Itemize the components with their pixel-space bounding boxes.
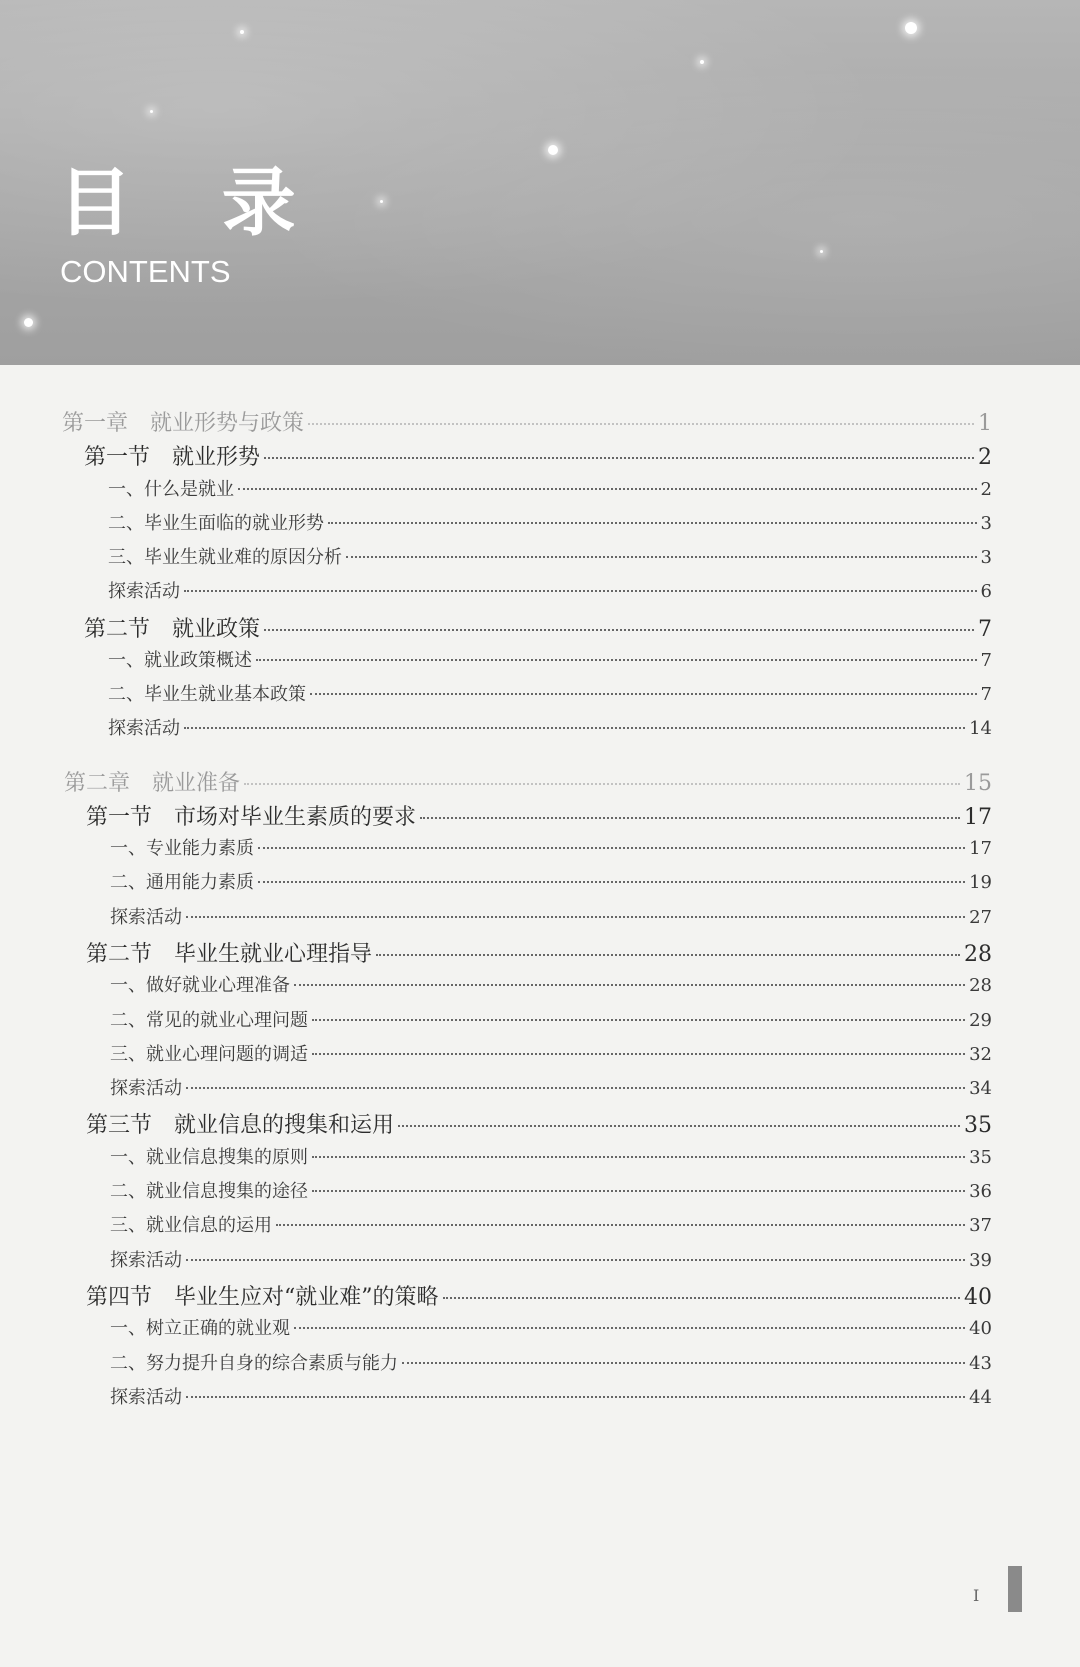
dot-leader [346, 556, 977, 558]
toc-entry-label: 探索活动 [110, 1078, 182, 1099]
toc-entry-page: 36 [969, 1181, 992, 1202]
toc-entry-page: 15 [964, 771, 992, 796]
toc-entry-title [110, 971, 290, 997]
toc-entry-title [108, 714, 180, 740]
dot-leader [312, 1190, 965, 1192]
dot-leader [376, 954, 960, 956]
toc-section[interactable] [86, 800, 992, 831]
toc-entry-title [110, 1211, 272, 1237]
toc-entry-title [110, 1040, 308, 1066]
toc-entry-label: 二、通用能力素质 [110, 872, 254, 893]
dot-leader [264, 457, 974, 459]
star-decoration [150, 110, 153, 113]
toc-item[interactable] [108, 543, 992, 569]
toc-entry-label: 二、努力提升自身的综合素质与能力 [110, 1353, 398, 1374]
toc-entry-title [62, 406, 304, 437]
toc-entry-label: 就业政策 [172, 617, 261, 642]
toc-entry-label: 一、什么是就业 [108, 479, 234, 500]
toc-entry-page: 35 [964, 1113, 992, 1138]
toc-entry-title [110, 1006, 308, 1032]
toc-entry-page: 27 [969, 907, 992, 928]
toc-entry-title [108, 543, 342, 569]
toc-entry-page: 19 [969, 872, 992, 893]
toc-entry-label: 毕业生就业心理指导 [174, 942, 373, 967]
toc-entry-title [64, 766, 240, 797]
toc-entry-number: 第一节 [84, 445, 151, 470]
dot-leader [308, 423, 974, 425]
toc-item[interactable] [108, 475, 992, 501]
toc-section[interactable] [86, 937, 992, 968]
toc-entry-page: 7 [980, 650, 992, 671]
toc-chapter[interactable] [64, 766, 992, 797]
toc-section[interactable] [84, 440, 992, 471]
toc-entry-label: 一、专业能力素质 [110, 838, 254, 859]
toc-entry-label: 就业信息的搜集和运用 [174, 1113, 395, 1138]
toc-entry-page: 17 [969, 838, 992, 859]
toc-item[interactable] [108, 680, 992, 706]
toc-entry-label: 探索活动 [108, 718, 180, 739]
star-decoration [24, 318, 33, 327]
toc-entry-page: 29 [969, 1010, 992, 1031]
star-decoration [820, 250, 823, 253]
dot-leader [398, 1125, 960, 1127]
toc-entry-title [84, 612, 260, 643]
toc-item[interactable] [110, 1211, 992, 1237]
toc-entry-title [84, 440, 260, 471]
toc-entry-page: 43 [969, 1353, 992, 1374]
toc-item[interactable] [108, 646, 992, 672]
toc-entry-title [108, 646, 252, 672]
dot-leader [258, 881, 965, 883]
toc-entry-label: 毕业生应对“就业难”的策略 [174, 1285, 439, 1310]
toc-entry-page: 37 [969, 1215, 992, 1236]
dot-leader [328, 522, 977, 524]
toc-entry-page: 3 [980, 513, 992, 534]
toc-entry-label: 探索活动 [110, 1250, 182, 1271]
page-edge-marker [1008, 1566, 1022, 1612]
toc-item[interactable] [110, 1349, 992, 1375]
toc-entry-page: 39 [969, 1250, 992, 1271]
toc-entry-number: 第一节 [86, 805, 153, 830]
toc-entry-label: 探索活动 [110, 1387, 182, 1408]
dot-leader [312, 1053, 965, 1055]
toc-entry-number: 第四节 [86, 1285, 153, 1310]
toc-entry-page: 28 [969, 975, 992, 996]
toc-chapter[interactable] [62, 406, 992, 437]
toc-entry-label: 就业准备 [152, 771, 241, 796]
toc-entry-label: 一、就业信息搜集的原则 [110, 1147, 308, 1168]
toc-entry-label: 市场对毕业生素质的要求 [174, 805, 417, 830]
toc-entry-title [86, 1108, 394, 1139]
dot-leader [294, 984, 965, 986]
toc-entry-label: 二、常见的就业心理问题 [110, 1010, 308, 1031]
toc-entry-title [108, 680, 306, 706]
star-decoration [548, 145, 558, 155]
page-title: 目 录 [58, 160, 328, 246]
toc-item[interactable] [108, 714, 992, 740]
toc-entry-page: 17 [964, 805, 992, 830]
toc-entry-label: 就业形势与政策 [150, 411, 305, 436]
page-subtitle: CONTENTS [60, 254, 231, 289]
toc-entry-title [110, 1246, 182, 1272]
toc-section[interactable] [84, 612, 992, 643]
toc-entry-title [110, 1314, 290, 1340]
toc-item[interactable] [110, 1177, 992, 1203]
contents-header-banner [0, 0, 1080, 365]
toc-item[interactable] [110, 1246, 992, 1272]
toc-entry-title [86, 937, 372, 968]
toc-entry-label: 三、就业心理问题的调适 [110, 1044, 308, 1065]
toc-entry-page: 2 [980, 479, 992, 500]
toc-entry-page: 44 [969, 1387, 992, 1408]
toc-entry-label: 探索活动 [108, 581, 180, 602]
toc-entry-page: 1 [978, 411, 992, 436]
toc-entry-title [108, 475, 234, 501]
toc-entry-title [110, 1143, 308, 1169]
dot-leader [310, 693, 977, 695]
toc-entry-label: 一、做好就业心理准备 [110, 975, 290, 996]
toc-entry-label: 一、树立正确的就业观 [110, 1318, 290, 1339]
dot-leader [443, 1297, 960, 1299]
toc-entry-title [110, 868, 254, 894]
toc-entry-title [110, 1349, 398, 1375]
toc-entry-number: 第二节 [86, 942, 153, 967]
dot-leader [186, 1396, 965, 1398]
dot-leader [186, 1087, 965, 1089]
dot-leader [276, 1224, 965, 1226]
dot-leader [184, 727, 965, 729]
dot-leader [258, 847, 965, 849]
toc-entry-page: 7 [980, 684, 992, 705]
dot-leader [402, 1362, 965, 1364]
toc-entry-label: 探索活动 [110, 907, 182, 928]
toc-entry-label: 就业形势 [172, 445, 261, 470]
toc-entry-title [108, 509, 324, 535]
star-decoration [905, 22, 917, 34]
page-number: I [973, 1586, 980, 1605]
toc-item[interactable] [110, 1006, 992, 1032]
toc-entry-label: 二、毕业生面临的就业形势 [108, 513, 324, 534]
toc-entry-page: 2 [978, 445, 992, 470]
toc-item[interactable] [110, 834, 992, 860]
dot-leader [256, 659, 977, 661]
toc-entry-label: 一、就业政策概述 [108, 650, 252, 671]
toc-entry-title [86, 1280, 439, 1311]
toc-entry-title [110, 903, 182, 929]
toc-entry-page: 35 [969, 1147, 992, 1168]
toc-entry-title [110, 1074, 182, 1100]
dot-leader [294, 1327, 965, 1329]
dot-leader [184, 590, 977, 592]
star-decoration [240, 30, 244, 34]
toc-entry-page: 32 [969, 1044, 992, 1065]
toc-item[interactable] [110, 868, 992, 894]
toc-item[interactable] [110, 971, 992, 997]
toc-item[interactable] [108, 577, 992, 603]
toc-item[interactable] [110, 903, 992, 929]
toc-item[interactable] [108, 509, 992, 535]
toc-entry-number: 第二节 [84, 617, 151, 642]
toc-item[interactable] [110, 1040, 992, 1066]
toc-item[interactable] [110, 1143, 992, 1169]
toc-entry-page: 40 [964, 1285, 992, 1310]
toc-entry-number: 第三节 [86, 1113, 153, 1138]
toc-section[interactable] [86, 1280, 992, 1311]
toc-item[interactable] [110, 1314, 992, 1340]
dot-leader [186, 916, 965, 918]
toc-entry-page: 28 [964, 942, 992, 967]
star-decoration [380, 200, 383, 203]
toc-entry-page: 14 [969, 718, 992, 739]
star-decoration [700, 60, 704, 64]
dot-leader [420, 817, 960, 819]
toc-entry-page: 6 [980, 581, 992, 602]
dot-leader [312, 1019, 965, 1021]
toc-entry-title [110, 1383, 182, 1409]
toc-entry-number: 第二章 [64, 771, 131, 796]
toc-entry-number: 第一章 [62, 411, 129, 436]
toc-item[interactable] [110, 1383, 992, 1409]
dot-leader [238, 488, 977, 490]
toc-entry-label: 三、毕业生就业难的原因分析 [108, 547, 342, 568]
dot-leader [312, 1156, 965, 1158]
toc-entry-page: 7 [978, 617, 992, 642]
toc-section[interactable] [86, 1108, 992, 1139]
toc-item[interactable] [110, 1074, 992, 1100]
toc-entry-page: 3 [980, 547, 992, 568]
toc-entry-title [110, 834, 254, 860]
toc-entry-page: 34 [969, 1078, 992, 1099]
toc-entry-title [86, 800, 416, 831]
dot-leader [186, 1259, 965, 1261]
toc-entry-page: 40 [969, 1318, 992, 1339]
dot-leader [244, 783, 960, 785]
dot-leader [264, 629, 974, 631]
toc-entry-title [110, 1177, 308, 1203]
toc-entry-label: 二、毕业生就业基本政策 [108, 684, 306, 705]
toc-entry-title [108, 577, 180, 603]
toc-entry-label: 二、就业信息搜集的途径 [110, 1181, 308, 1202]
toc-entry-label: 三、就业信息的运用 [110, 1215, 272, 1236]
